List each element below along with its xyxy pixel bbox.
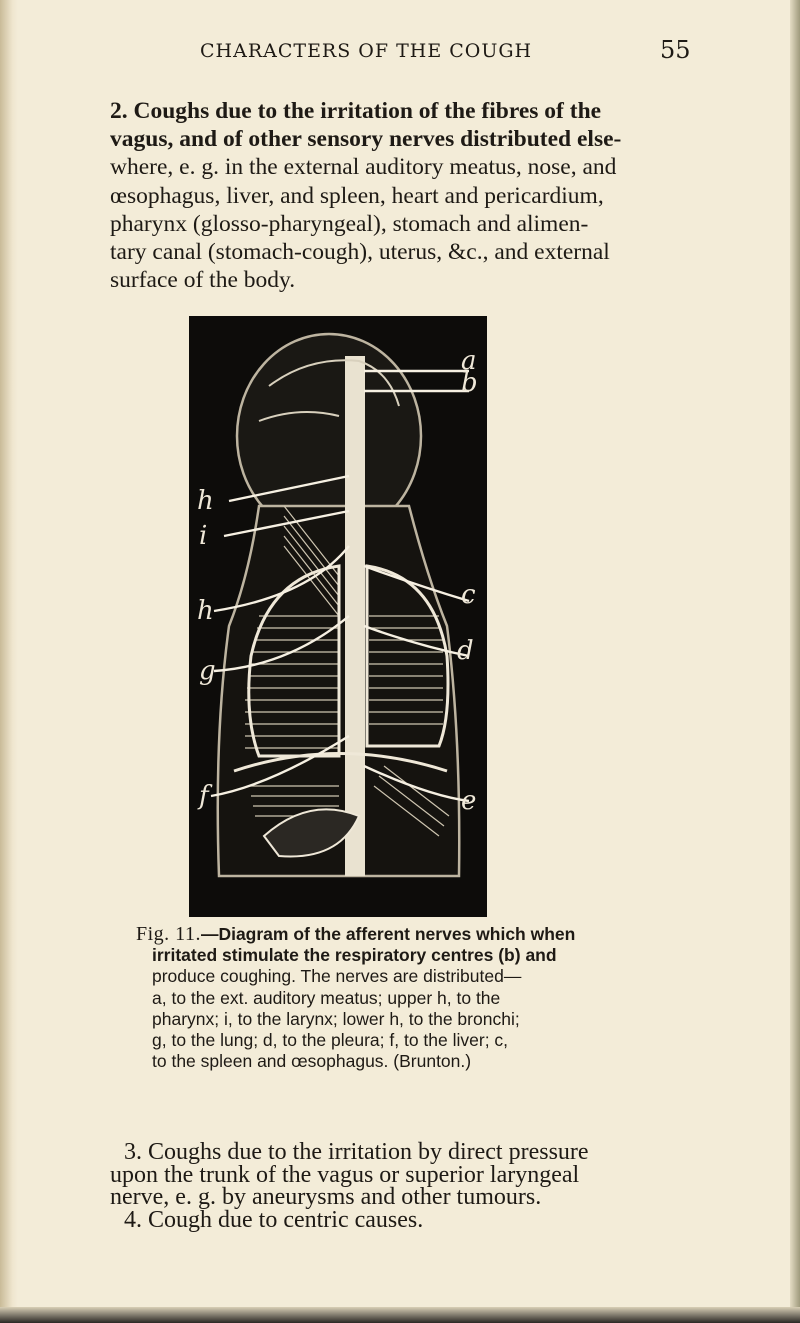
nerve-diagram-figure [189, 316, 487, 917]
page-gutter-shadow [0, 0, 18, 1323]
figure-label-f: f [199, 781, 209, 811]
paragraph-2-line: œsophagus, liver, and spleen, heart and pericardium, [110, 182, 604, 209]
caption-line: pharynx; i, to the larynx; lower h, to the bronchi; [152, 1008, 520, 1029]
paragraph-2-line: tary canal (stomach-cough), uterus, &c., and external [110, 239, 610, 266]
paragraph-4 [110, 1209, 704, 1232]
paragraph-2-line: pharynx (glosso-pharyngeal), stomach and alimen- [110, 210, 589, 237]
figure-label-h-upper: h [197, 486, 214, 516]
figure-label-g: g [199, 656, 216, 686]
figure-label-d: d [457, 636, 474, 666]
figure-label-c: c [461, 580, 476, 610]
figure-label-e: e [461, 786, 477, 816]
caption-line: to the spleen and œsophagus. (Brunton.) [152, 1051, 472, 1072]
figure-label-a: a [461, 346, 477, 376]
page-bottom-edge [0, 1307, 800, 1323]
caption-line [136, 924, 686, 945]
paragraph-3-line: upon the trunk of the vagus or superior laryngeal [110, 1161, 580, 1188]
paragraph-3-line: 3. Coughs due to the irritation by direct pressure [124, 1139, 589, 1165]
paragraph-2-line: vagus, and of other sensory nerves distributed else- [110, 126, 622, 153]
caption-line: irritated stimulate the respiratory centres (b) and [152, 945, 557, 966]
figure-caption [136, 924, 686, 1072]
caption-lead: Fig. 11. [136, 923, 201, 945]
paragraph-3-line: nerve, e. g. by aneurysms and other tumours. [110, 1184, 542, 1210]
caption-line: produce coughing. The nerves are distributed— [152, 966, 522, 987]
figure-label-b: b [461, 368, 478, 398]
torso-engraving [189, 316, 487, 917]
paragraph-2-line: where, e. g. in the external auditory meatus, nose, and [110, 154, 617, 181]
caption-line: g, to the lung; d, to the pleura; f, to the liver; c, [152, 1030, 509, 1051]
page-number: 55 [660, 36, 691, 64]
figure-label-i: i [199, 521, 208, 551]
running-head [0, 36, 800, 68]
figure-label-h-lower: h [197, 596, 214, 626]
caption-line: a, to the ext. auditory meatus; upper h, to the [152, 987, 501, 1008]
paragraph-2-line: 2. Coughs due to the irritation of the fibres of the [110, 98, 602, 124]
page-edge-shadow [790, 0, 800, 1323]
paragraph-2-line: surface of the body. [110, 267, 296, 294]
paragraph-2 [110, 97, 705, 294]
caption-line-text: —Diagram of the afferent nerves which when [200, 924, 576, 944]
running-head-title: CHARACTERS OF THE COUGH [200, 40, 533, 62]
paragraph-4-line: 4. Cough due to centric causes. [124, 1207, 424, 1233]
paragraph-3 [110, 1141, 690, 1209]
